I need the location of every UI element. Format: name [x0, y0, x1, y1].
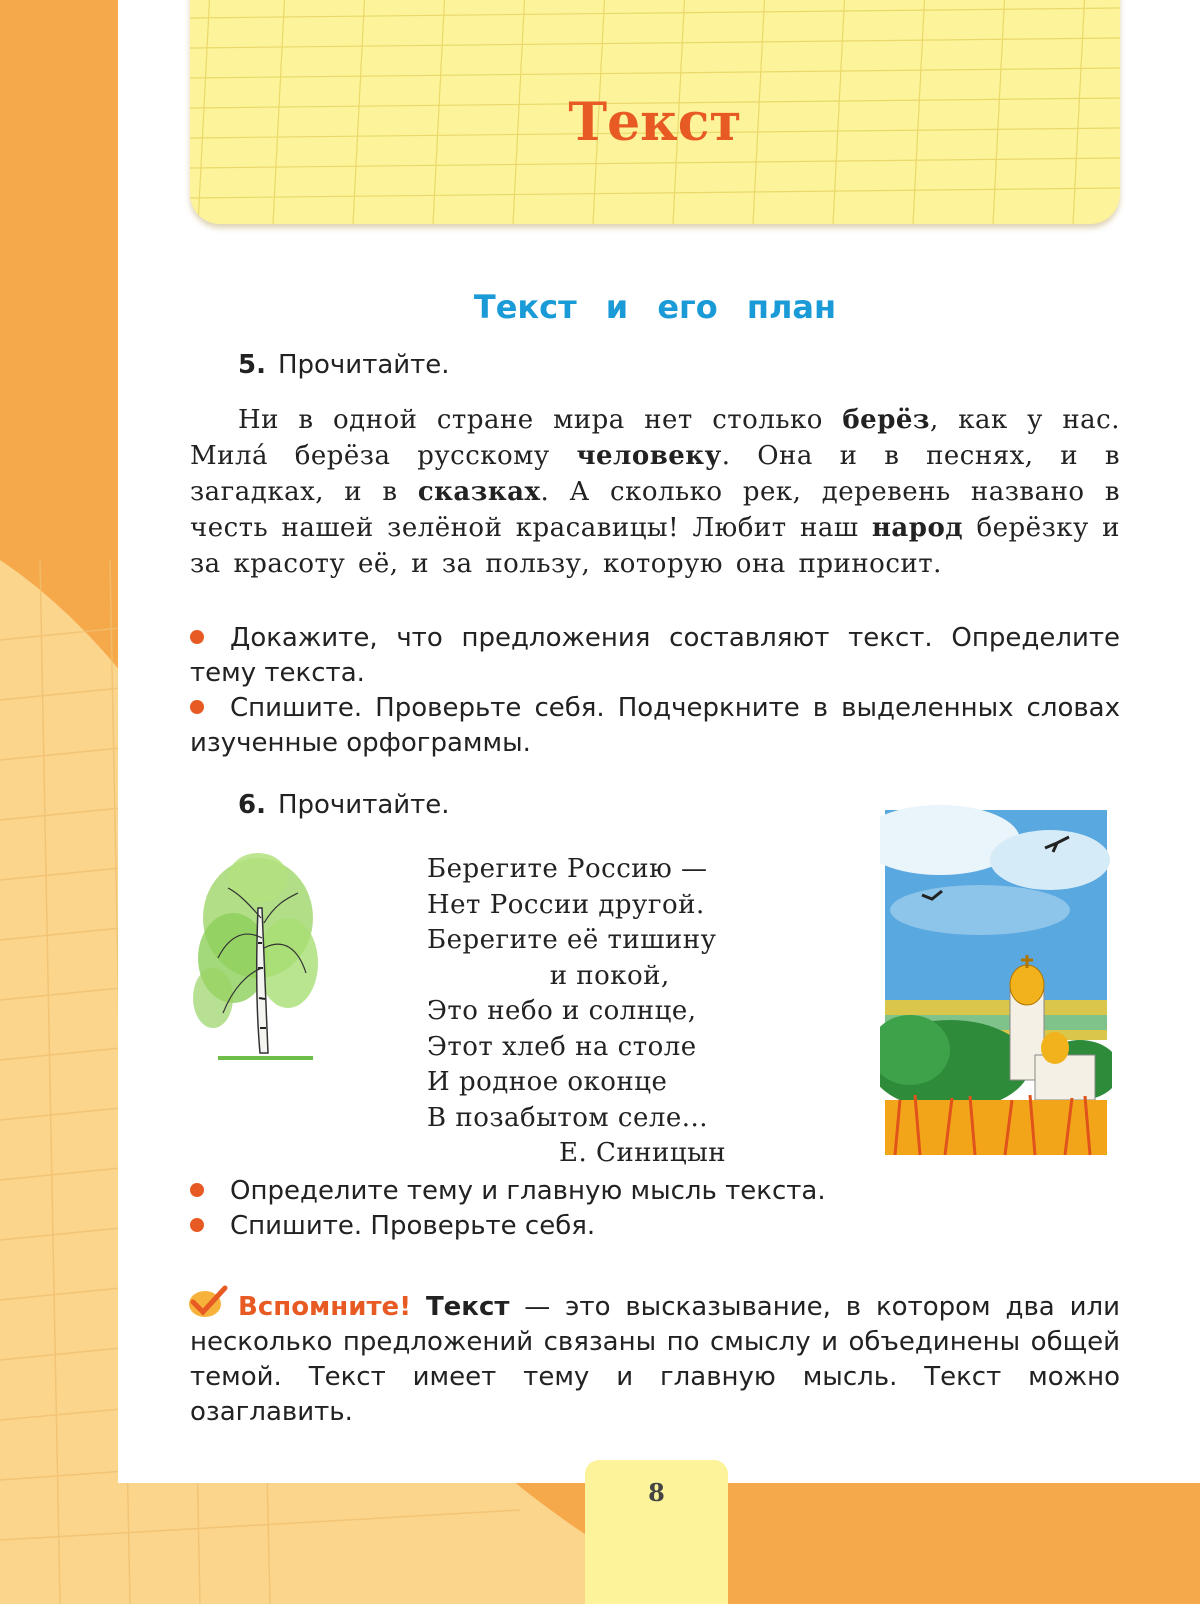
church-landscape-illustration: [880, 800, 1112, 1175]
poem-line: Этот хлеб на столе: [427, 1031, 697, 1062]
poem-line: Нет России другой.: [427, 889, 705, 920]
text-fragment: . Она и в песнях, и в загадках, и в: [190, 441, 1120, 507]
task5-bullet-2: Спишите. Проверьте себя. Подчеркните в выделенных словах изученные орфограммы.: [190, 693, 1120, 758]
remember-rule: [190, 1290, 1120, 1430]
remember-text: — это высказывание, в котором два или несколько предложений связаны по смыслу и объединены общей темой. Текст имеет тему и главную мысль. Текст можно озаглавить.: [190, 1292, 1121, 1427]
task5-bullet-1: Докажите, что предложения составляют текст. Определите тему текста.: [190, 623, 1120, 688]
task6-bullet-2: Спишите. Проверьте себя.: [190, 1209, 1120, 1244]
poem-line: И родное оконце: [427, 1067, 668, 1097]
text-fragment: , как у нас. Мила́ берёза русскому: [190, 405, 1121, 471]
task6-bullets: [190, 1174, 1120, 1244]
highlighted-word: человеку: [576, 441, 722, 471]
task6-instruction: Прочитайте.: [277, 790, 450, 820]
task5-instruction: Прочитайте.: [277, 350, 450, 380]
remember-paragraph: [190, 1290, 1120, 1430]
remember-term: Текст: [425, 1292, 510, 1322]
bullet-dot-icon: [190, 700, 204, 714]
section-title: Текст и его план: [473, 288, 837, 326]
highlighted-word: сказках: [417, 477, 541, 507]
birch-tree-illustration: [188, 848, 323, 1073]
bullet-dot-icon: [190, 630, 204, 644]
poem-line: Это небо и солнце,: [427, 996, 697, 1026]
poem-author: Е. Синицын: [559, 1138, 727, 1168]
poem-line: Берегите Россию —: [427, 854, 708, 884]
task6-bullet-1: Определите тему и главную мысль текста.: [190, 1174, 1120, 1209]
poem-line: Берегите её тишину: [427, 925, 717, 955]
task5-bullets: [190, 621, 1120, 761]
chapter-title: Текст: [568, 92, 742, 153]
chapter-banner: [190, 0, 1120, 224]
poem-line: и покой,: [427, 960, 670, 991]
page-number: 8: [585, 1460, 728, 1604]
task5-text: [190, 402, 1120, 582]
text-fragment: . А сколько рек, деревень названо в честь нашей зелёной красавицы! Любит наш: [190, 477, 1120, 543]
text-fragment: берёзку и за красоту её, и за пользу, которую она приносит.: [190, 513, 1120, 579]
task5-number: 5.: [238, 350, 266, 380]
task5-heading: [238, 350, 450, 380]
task6-poem: [427, 852, 726, 1172]
task5-paragraph: [190, 402, 1120, 582]
highlighted-word: народ: [871, 513, 964, 543]
text-fragment: Ни в одной стране мира нет столько: [238, 405, 843, 435]
bullet-dot-icon: [190, 1183, 204, 1197]
highlighted-word: берёз: [842, 405, 931, 435]
remember-label: Вспомните!: [238, 1292, 412, 1322]
poem-line: В позабытом селе...: [427, 1102, 709, 1133]
bullet-dot-icon: [190, 1218, 204, 1232]
task6-heading: [238, 790, 450, 820]
task6-number: 6.: [238, 790, 266, 820]
